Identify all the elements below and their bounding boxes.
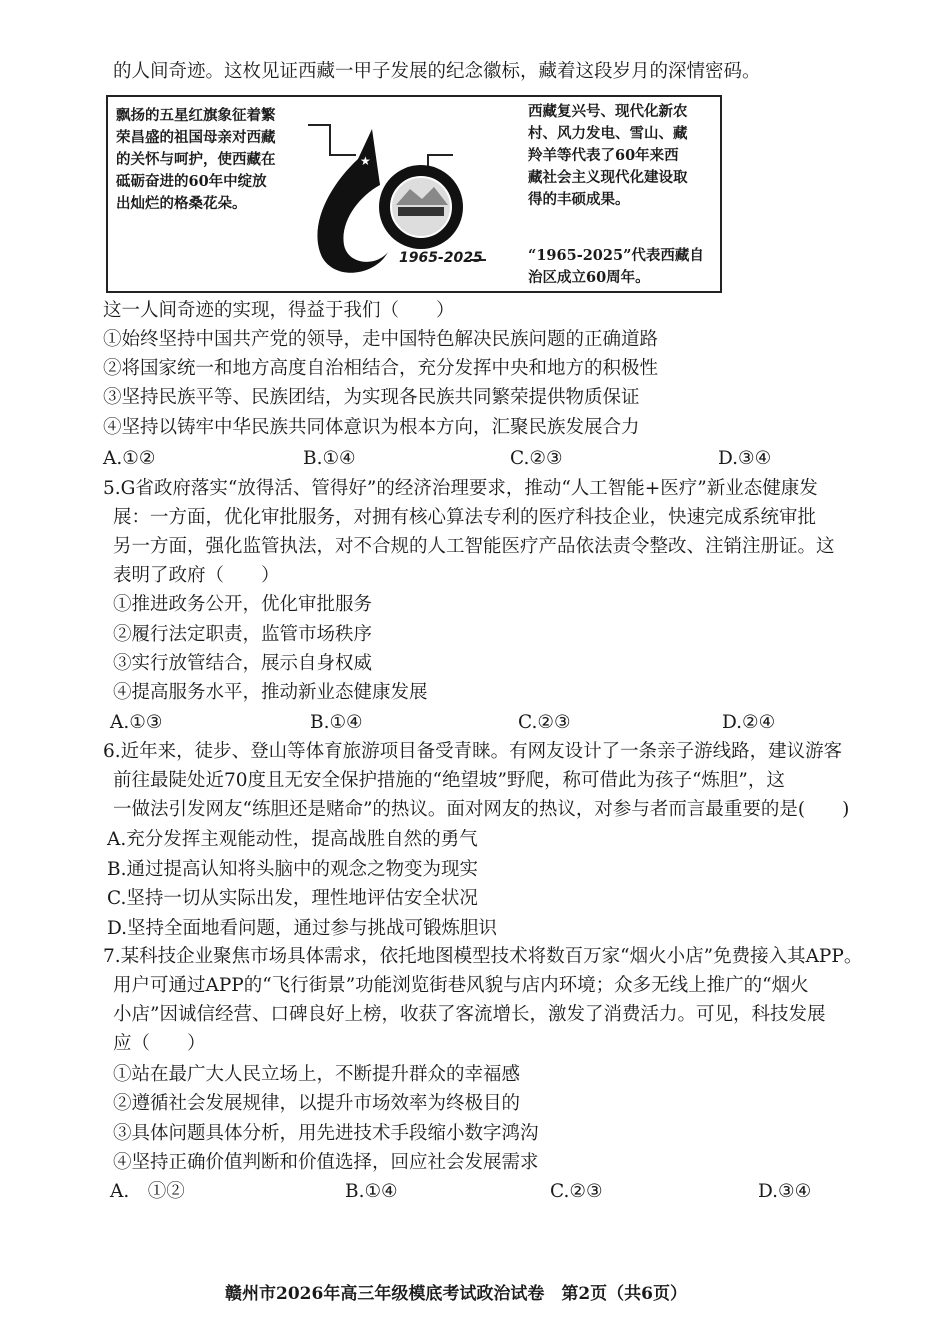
q6-option-c[interactable]: C.坚持一切从实际出发，理性地评估安全状况	[107, 888, 478, 909]
q7-statement: ②遵循社会发展规律，以提升市场效率为终极目的	[113, 1093, 521, 1114]
q5-option-d[interactable]: D.②④	[722, 712, 776, 733]
q6-stem-line: 一做法引发网友“练胆还是赌命”的热议。面对网友的热议，对参与者而言最重要的是( )	[113, 799, 850, 820]
q5-stem-line: 表明了政府（ ）	[113, 565, 280, 586]
page-footer: 赣州市2026年高三年级模底考试政治试卷 第2页（共6页）	[225, 1284, 687, 1304]
q7-option-b[interactable]: B.①④	[345, 1181, 398, 1202]
caption-line: 西藏复兴号、现代化新农	[528, 103, 688, 120]
q7-stem-line: 7.某科技企业聚焦市场具体需求，依托地图模型技术将数百万家“烟火小店”免费接入其APP。	[103, 946, 863, 967]
q5-option-b[interactable]: B.①④	[310, 712, 363, 733]
q7-statement: ④坚持正确价值判断和价值选择，回应社会发展需求	[113, 1152, 539, 1173]
right-bottom-caption	[528, 245, 704, 289]
q7-option-a[interactable]: A. ①②	[110, 1181, 185, 1202]
q6-stem-line: 6.近年来，徒步、登山等体育旅游项目备受青睐。有网友设计了一条亲子游线路，建议游客	[103, 741, 843, 762]
caption-line: 出灿烂的格桑花朵。	[116, 195, 247, 212]
q4-option-c[interactable]: C.②③	[510, 448, 563, 469]
intro-line: 的人间奇迹。这枚见证西藏一甲子发展的纪念徽标，藏着这段岁月的深情密码。	[113, 61, 761, 82]
caption-line: 藏社会主义现代化建设取	[528, 169, 688, 186]
q4-statement: ②将国家统一和地方高度自治相结合，充分发挥中央和地方的积极性	[103, 358, 659, 379]
q5-stem-line: 另一方面，强化监管执法，对不合规的人工智能医疗产品依法责令整改、注销注册证。这	[113, 536, 835, 557]
q5-statement: ③实行放管结合，展示自身权威	[113, 653, 373, 674]
caption-line: 治区成立60周年。	[528, 269, 650, 286]
q5-stem-line: 展：一方面，优化审批服务，对拥有核心算法专利的医疗科技企业，快速完成系统审批	[113, 507, 817, 528]
q5-statement: ②履行法定职责，监管市场秩序	[113, 624, 373, 645]
caption-line: 的关怀与呵护，使西藏在	[116, 151, 276, 168]
q6-option-d[interactable]: D.坚持全面地看问题，通过参与挑战可锻炼胆识	[107, 918, 498, 939]
q5-option-a[interactable]: A.①③	[110, 712, 163, 733]
q6-option-a[interactable]: A.充分发挥主观能动性，提高战胜自然的勇气	[107, 829, 478, 850]
q4-statement: ①始终坚持中国共产党的领导，走中国特色解决民族问题的正确道路	[103, 329, 659, 350]
q7-stem-line: 小店”因诚信经营、口碑良好上榜，收获了客流增长，激发了消费活力。可见，科技发展	[113, 1004, 826, 1025]
q4-statement: ④坚持以铸牢中华民族共同体意识为根本方向，汇聚民族发展合力	[103, 417, 640, 438]
caption-line: 村、风力发电、雪山、藏	[528, 125, 688, 142]
q4-option-b[interactable]: B.①④	[303, 448, 356, 469]
q4-option-d[interactable]: D.③④	[718, 448, 772, 469]
q5-stem-line: 5.G省政府落实“放得活、管得好”的经济治理要求，推动“人工智能+医疗”新业态健康发	[103, 478, 818, 499]
caption-line: 得的丰硕成果。	[528, 191, 630, 208]
q5-option-c[interactable]: C.②③	[518, 712, 571, 733]
caption-line: 羚羊等代表了60年来西	[528, 147, 679, 164]
caption-line: “1965-2025”代表西藏自	[528, 247, 704, 264]
q7-statement: ①站在最广大人民立场上，不断提升群众的幸福感	[113, 1064, 521, 1085]
q4-stem: 这一人间奇迹的实现，得益于我们（ ）	[103, 300, 455, 321]
q4-statement: ③坚持民族平等、民族团结，为实现各民族共同繁荣提供物质保证	[103, 387, 640, 408]
q6-stem-line: 前往最陡处近70度且无安全保护措施的“绝望坡”野爬，称可借此为孩子“炼胆”，这	[113, 770, 785, 791]
q7-stem-line: 应（ ）	[113, 1033, 206, 1054]
right-top-caption	[528, 101, 688, 211]
q7-stem-line: 用户可通过APP的“飞行街景”功能浏览街巷风貌与店内环境；众多无线上推广的“烟火	[113, 975, 809, 996]
q5-statement: ①推进政务公开，优化审批服务	[113, 594, 373, 615]
q4-option-a[interactable]: A.①②	[103, 448, 156, 469]
svg-text:★: ★	[360, 154, 371, 168]
emblem-figure	[106, 95, 722, 293]
caption-line: 飘扬的五星红旗象征着繁	[116, 107, 276, 124]
caption-line: 砥砺奋进的60年中绽放	[116, 173, 267, 190]
q7-option-d[interactable]: D.③④	[758, 1181, 812, 1202]
years-label: 1965-2025	[399, 250, 483, 266]
q7-option-c[interactable]: C.②③	[550, 1181, 603, 1202]
q6-option-b[interactable]: B.通过提高认知将头脑中的观念之物变为现实	[107, 859, 478, 880]
caption-line: 荣昌盛的祖国母亲对西藏	[116, 129, 276, 146]
q7-statement: ③具体问题具体分析，用先进技术手段缩小数字鸿沟	[113, 1123, 539, 1144]
q5-statement: ④提高服务水平，推动新业态健康发展	[113, 682, 428, 703]
